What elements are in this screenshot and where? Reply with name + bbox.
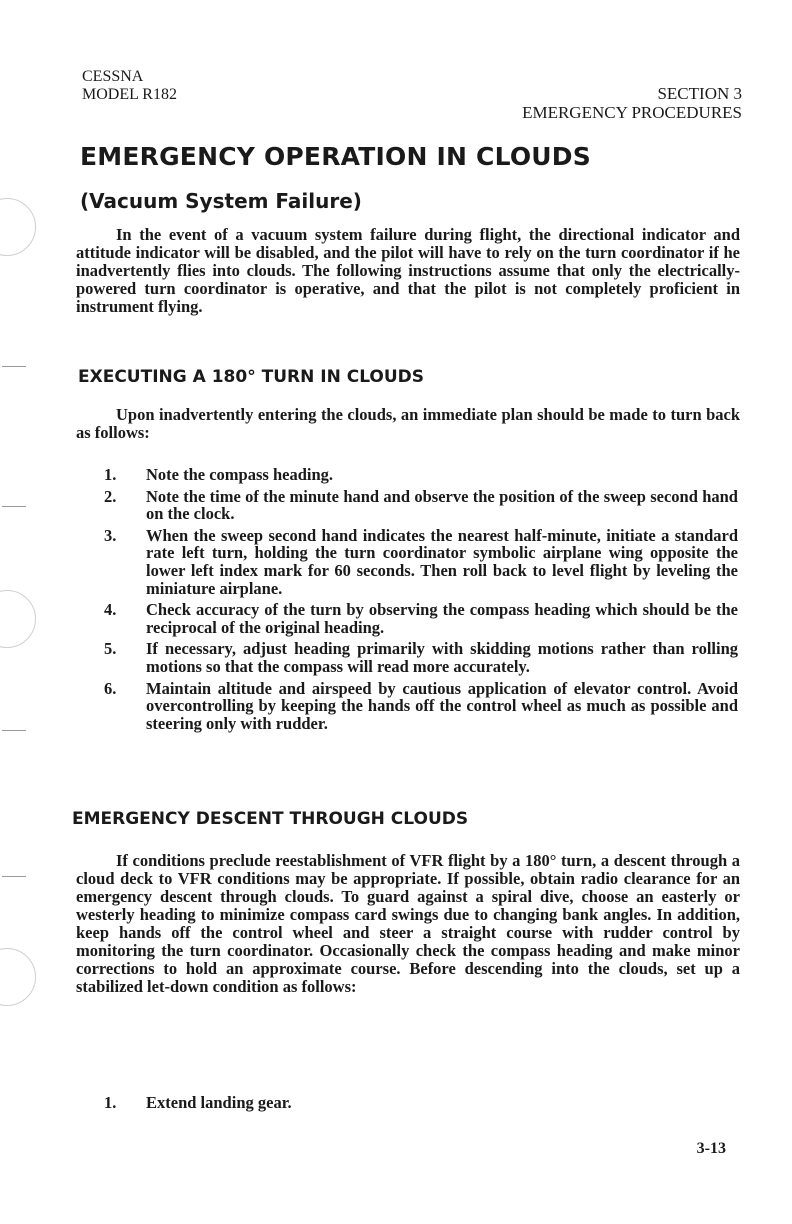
margin-mark (2, 366, 26, 367)
step-text: Extend landing gear. (146, 1093, 292, 1112)
step-text: Note the time of the minute hand and observe the position of the sweep second hand on the clock. (146, 486, 738, 524)
margin-mark (2, 506, 26, 507)
header-manufacturer: CESSNA (82, 68, 144, 85)
header-section-title: EMERGENCY PROCEDURES (522, 103, 742, 122)
binder-hole-middle (0, 590, 36, 648)
step-text: Check accuracy of the turn by observing the compass heading which should be the reciprocal of the original heading. (146, 600, 738, 637)
list-item (104, 488, 738, 523)
header-section (422, 84, 742, 122)
header-section-number: SECTION 3 (657, 84, 742, 103)
descent-section-heading: EMERGENCY DESCENT THROUGH CLOUDS (72, 809, 469, 829)
step-text: Maintain altitude and airspeed by cautious application of elevator control. Avoid overcontrolling by keeping the hands off the control wheel as much as possible and steering only with rudder. (146, 678, 738, 733)
list-item (104, 1094, 738, 1112)
header-model-name: MODEL R182 (82, 86, 177, 103)
step-text: When the sweep second hand indicates the nearest half-minute, initiate a standard rate left turn, holding the turn coordinator symbolic airplane wing opposite the lower left index mark for 60 seconds. Then roll back to level flight by leveling the miniature airplane. (146, 525, 738, 598)
header-model (82, 68, 282, 104)
step-number: 1. (104, 465, 117, 484)
step-number: 5. (104, 639, 117, 659)
page-title: EMERGENCY OPERATION IN CLOUDS (80, 142, 591, 171)
step-number: 2. (104, 486, 117, 506)
step-number: 1. (104, 1093, 117, 1112)
turn-steps-list (104, 466, 738, 736)
step-text: Note the compass heading. (146, 465, 334, 484)
binder-hole-top (0, 198, 36, 256)
step-number: 6. (104, 678, 117, 698)
list-item (104, 527, 738, 597)
descent-steps-list (104, 1094, 738, 1116)
page-subtitle: (Vacuum System Failure) (80, 189, 362, 213)
page-number: 3-13 (696, 1140, 726, 1157)
turn-section-heading: EXECUTING A 180° TURN IN CLOUDS (78, 367, 425, 387)
step-number: 4. (104, 600, 117, 620)
list-item (104, 640, 738, 675)
list-item (104, 601, 738, 636)
step-text: If necessary, adjust heading primarily with skidding motions rather than rolling motions so that the compass will read more accurately. (146, 639, 738, 676)
list-item (104, 466, 738, 484)
descent-section-intro: If conditions preclude reestablishment of VFR flight by a 180° turn, a descent through a cloud deck to VFR conditions may be appropriate. If possible, obtain radio clearance for an emergency descent through clouds. To guard against a spiral dive, choose an easterly or westerly heading to minimize compass card swings due to changing bank angles. In addition, keep hands off the control wheel and steer a straight course with rudder control by monitoring the turn coordinator. Occasionally check the compass heading and make minor corrections to hold an approximate course. Before descending into the clouds, set up a stabilized let-down condition as follows: (76, 851, 740, 996)
list-item (104, 680, 738, 733)
margin-mark (2, 730, 26, 731)
step-number: 3. (104, 525, 117, 545)
turn-section-intro: Upon inadvertently entering the clouds, an immediate plan should be made to turn back as follows: (76, 405, 740, 442)
intro-paragraph: In the event of a vacuum system failure during flight, the directional indicator and attitude indicator will be disabled, and the pilot will have to rely on the turn coordinator if he inadvertently flies into clouds. The following instructions assume that only the electrically-powered turn coordinator is operative, and that the pilot is not completely proficient in instrument flying. (76, 225, 740, 316)
margin-mark (2, 876, 26, 877)
binder-hole-bottom (0, 948, 36, 1006)
